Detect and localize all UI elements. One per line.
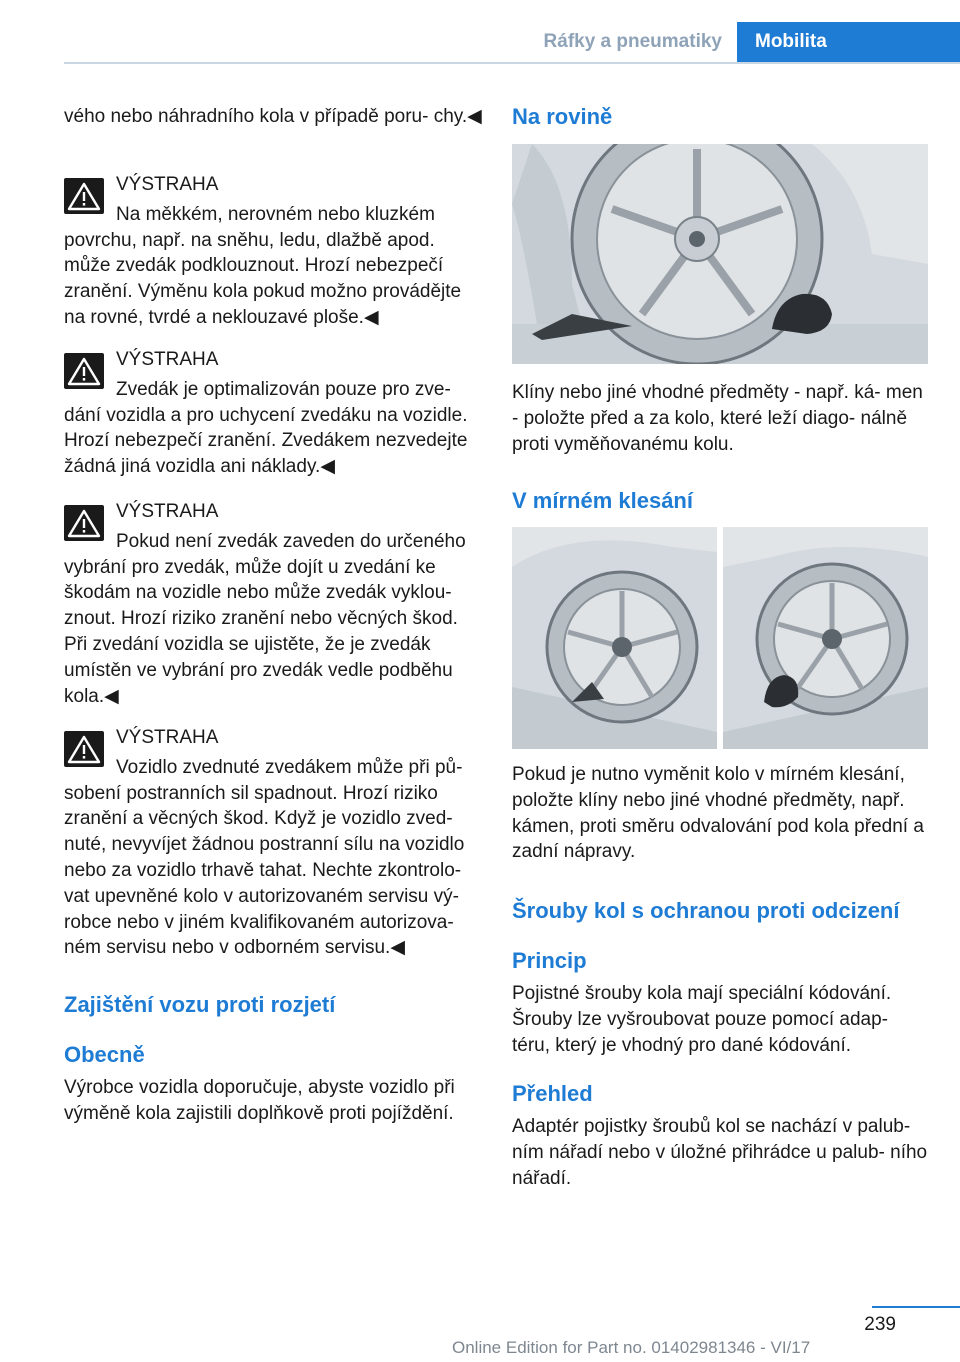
bolts-title: Šrouby kol s ochranou proti odcizení (512, 898, 900, 923)
slope-illustration (512, 527, 928, 749)
warning-triangle-icon (64, 731, 104, 767)
warning-2 (64, 347, 484, 480)
warning-1 (64, 172, 484, 331)
warning-text: Na měkkém, nerovném nebo kluzkém povrchu, např. na sněhu, ledu, dlažbě apod. může zvedák podklouznout. Hrozí nebezpečí zranění. Výměnu kola pokud možno provádějte na rovné, tvrdé a neklouzavé ploše.◀ (64, 203, 462, 328)
warning-title: VÝSTRAHA (116, 349, 219, 370)
warning-title: VÝSTRAHA (116, 501, 219, 522)
slope-title: V mírném klesání (512, 488, 693, 513)
warning-triangle-icon (64, 178, 104, 214)
flat-text: Klíny nebo jiné vhodné předměty - např. ká‐ men - položte před a za kolo, které leží diago‐ nálně proti vyměňovanému kolu. (512, 382, 923, 455)
warning-text: Vozidlo zvednuté zvedákem může při pů‐ sobení postranních sil spadnout. Hrozí riziko zranění a věcných škod. Když je vozidlo zved‐ nuté, nevyvíjet žádnou postranní sílu na vozidlo nebo za vozidlo trhavě tahat. Nechte zkontrolo‐ vat upevněné kolo v autorizovaném servisu vý‐ robce nebo v jiném kvalifikovaném autorizova‐ ném servisu nebo v odborném servisu.◀ (64, 756, 465, 959)
page-number: 239 (864, 1314, 896, 1335)
intro-text: vého nebo náhradního kola v případě poru‐ chy.◀ (64, 106, 482, 127)
header-section: Ráfky a pneumatiky (543, 31, 722, 52)
warning-title: VÝSTRAHA (116, 727, 219, 748)
warning-title: VÝSTRAHA (116, 174, 219, 195)
warning-triangle-icon (64, 353, 104, 389)
header-rule (64, 62, 960, 64)
subsection-text: Výrobce vozidla doporučuje, abyste vozidlo při výměně kola zajistili doplňkově proti pojíždění. (64, 1077, 455, 1124)
slope-text: Pokud je nutno vyměnit kolo v mírném klesání, položte klíny nebo jiné vhodné předměty, např. kámen, proti směru odvalování pod kola přední a zadní nápravy. (512, 764, 924, 863)
overview-text: Adaptér pojistky šroubů kol se nachází v palub‐ ním nářadí nebo v úložné přihrádce u palub‐ ního nářadí. (512, 1116, 928, 1189)
flat-title: Na rovině (512, 104, 613, 129)
flat-ground-illustration (512, 144, 928, 364)
warning-triangle-icon (64, 505, 104, 541)
principle-title: Princip (512, 948, 587, 973)
warning-3 (64, 499, 484, 709)
warning-4 (64, 725, 484, 961)
section-title: Zajištění vozu proti rozjetí (64, 992, 336, 1017)
footer-rule (872, 1306, 960, 1308)
overview-title: Přehled (512, 1081, 593, 1106)
header-chapter-tab: Mobilita (737, 22, 960, 62)
subsection-title: Obecně (64, 1042, 145, 1067)
warning-text: Pokud není zvedák zaveden do určeného vybrání pro zvedák, může dojít u zvedání ke škodám na vozidle nebo může zvedák vyklou‐ znout. Hrozí riziko zranění nebo věcných škod. Při zvedání vozidla se ujistěte, že je zvedák umístěn ve vybrání pro zvedák vedle podběhu kola.◀ (64, 530, 466, 707)
principle-text: Pojistné šrouby kola mají speciální kódování. Šrouby lze vyšroubovat pouze pomocí adap‐ téru, který je vhodný pro dané kódování. (512, 983, 892, 1056)
edition-note: Online Edition for Part no. 01402981346 - VI/17 (452, 1338, 811, 1357)
warning-text: Zvedák je optimalizován pouze pro zve‐ dání vozidla a pro uchycení zvedáku na vozidle. Hrozí nebezpečí zranění. Zvedákem nezvedejte žádná jiná vozidla ani náklady.◀ (64, 378, 468, 478)
